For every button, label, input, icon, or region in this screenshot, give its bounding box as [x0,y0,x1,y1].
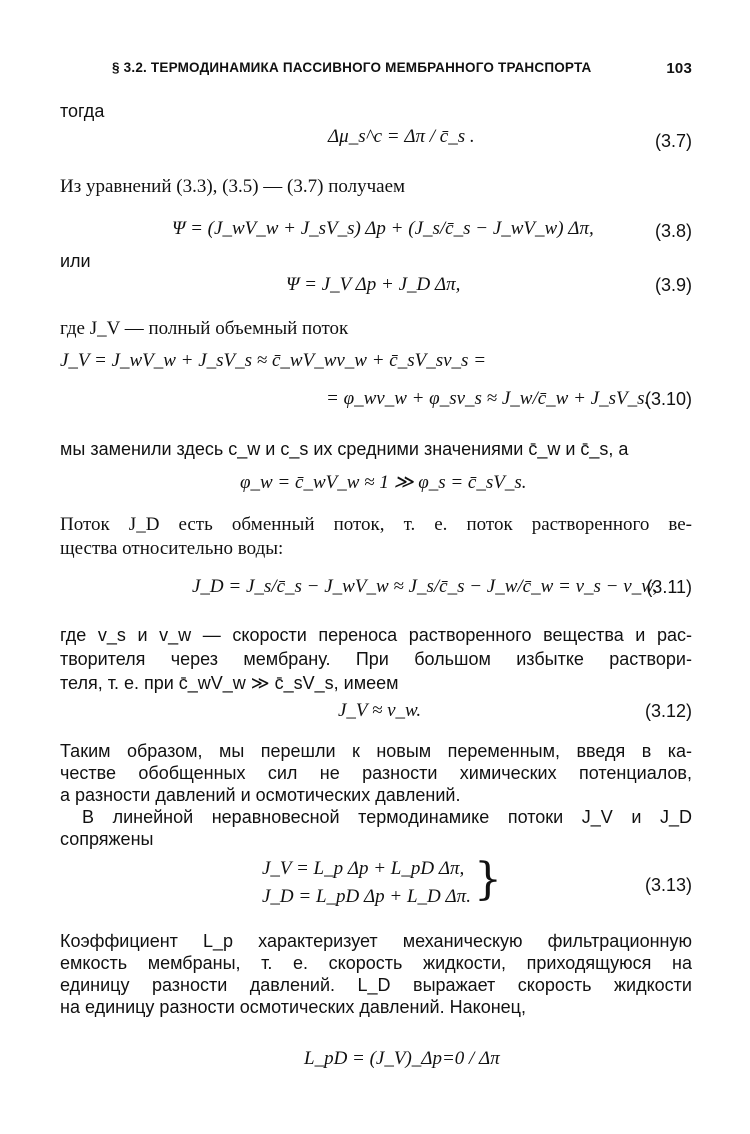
equation-number: (3.12) [644,701,692,721]
text-line: сопряжены [60,829,154,849]
text-line: тогда [60,101,105,121]
page-number: 103 [666,60,692,77]
text-line: В линейной неравновесной термодинамике потоки J_V и J_D [82,807,692,827]
equation-number: (3.10) [644,389,692,409]
text-line: емкость мембраны, т. е. скорость жидкости, приходящуюся на [60,953,692,973]
equation-number: (3.8) [654,221,692,241]
text-line: теля, т. е. при c̄_wV_w ≫ c̄_sV_s, имеем [60,673,399,693]
text-line: Из уравнений (3.3), (3.5) — (3.7) получаем [60,176,406,197]
text-line: щества относительно воды: [60,538,284,559]
text-line: а разности давлений и осмотических давлений. [60,785,461,805]
text-line: или [60,251,91,271]
equation-3-7: Δμ_s^c = Δπ / c̄_s . [328,126,475,147]
equation-number: (3.7) [654,131,692,151]
equation-3-9: Ψ = J_V Δp + J_D Δπ, [286,274,461,295]
text-line: Коэффициент L_p характеризует механическую фильтрационную [60,931,692,951]
text-line: на единицу разности осмотических давлений. Наконец, [60,997,526,1017]
equation-3-13-line2: J_D = L_pD Δp + L_D Δπ. [262,886,471,907]
text-line: Таким образом, мы перешли к новым переменным, введя в ка- [60,741,692,761]
equation-3-10-line2: = φ_wv_w + φ_sv_s ≈ J_w/c̄_w + J_sV_s. [326,388,650,409]
equation-3-10-line1: J_V = J_wV_w + J_sV_s ≈ c̄_wV_wv_w + c̄_sV_sv_s = [60,350,487,371]
text-line: Поток J_D есть обменный поток, т. е. поток растворенного ве- [60,514,692,535]
text-line: где v_s и v_w — скорости переноса растворенного вещества и рас- [60,625,692,645]
equation-number: (3.11) [646,577,692,597]
text-line: честве обобщенных сил не разности химических потенциалов, [60,763,692,783]
text-line: единицу разности давлений. L_D выражает скорость жидкости [60,975,692,995]
text-line: где J_V — полный объемный поток [60,318,349,339]
equation-3-8: Ψ = (J_wV_w + J_sV_s) Δp + (J_s/c̄_s − J_wV_w) Δπ, [172,218,594,239]
equation-3-12: J_V ≈ v_w. [338,700,422,721]
equation-3-11: J_D = J_s/c̄_s − J_wV_w ≈ J_s/c̄_s − J_w/c̄_w = v_s − v_w, [192,576,658,597]
equation-LpD: L_pD = (J_V)_Δp=0 / Δπ [304,1048,500,1069]
running-header [112,60,692,84]
equation-number: (3.9) [654,275,692,295]
equation-phi: φ_w = c̄_wV_w ≈ 1 ≫ φ_s = c̄_sV_s. [240,472,527,493]
text-line: мы заменили здесь c_w и c_s их средними значениями c̄_w и c̄_s, а [60,439,629,459]
equation-number: (3.13) [644,875,692,895]
equation-3-13-line1: J_V = L_p Δp + L_pD Δπ, [262,858,465,879]
right-brace: } [474,854,502,905]
section-title: § 3.2. ТЕРМОДИНАМИКА ПАССИВНОГО МЕМБРАННОГО ТРАНСПОРТА [112,60,592,75]
text-line: творителя через мембрану. При большом избытке раствори- [60,649,692,669]
